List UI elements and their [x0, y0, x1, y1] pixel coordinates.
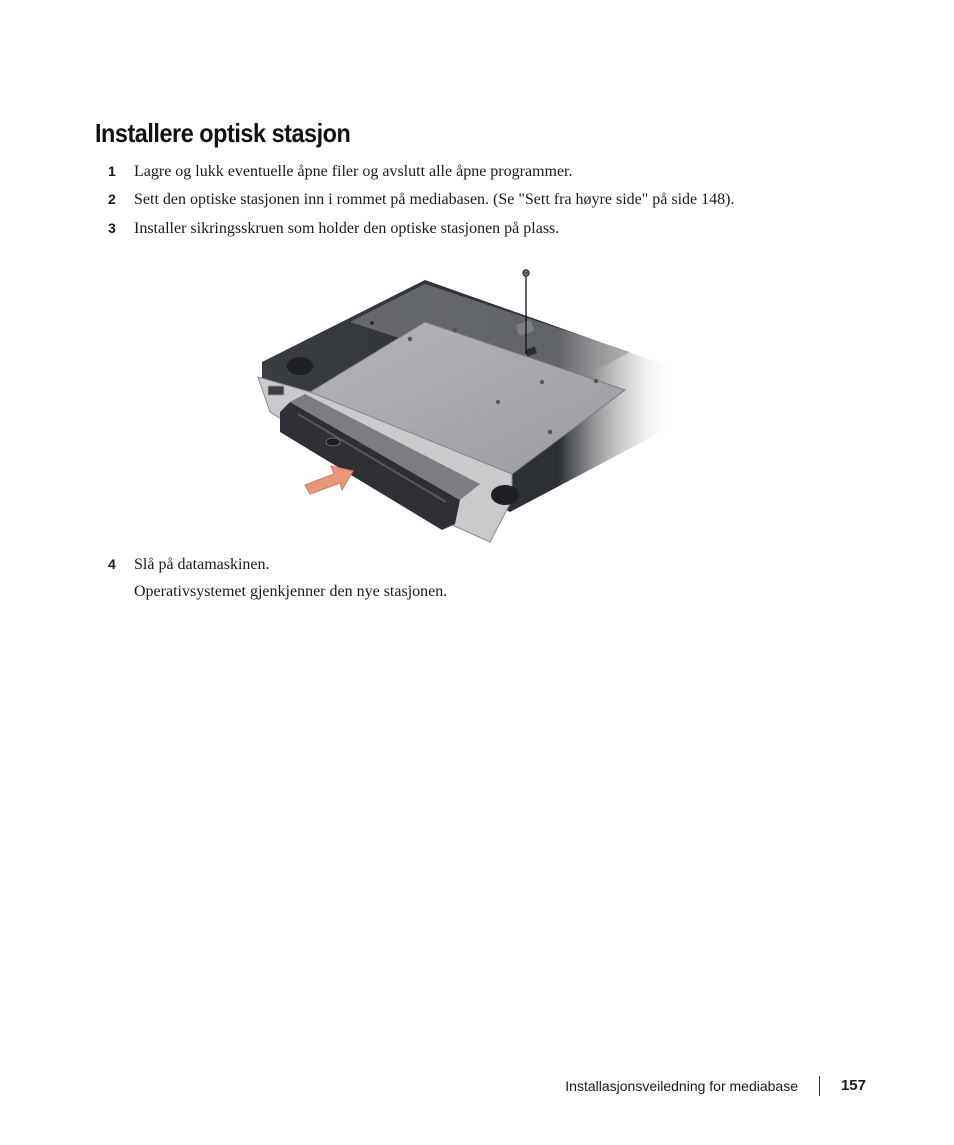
- page-title: Installere optisk stasjon: [95, 118, 351, 148]
- step-text: Sett den optiske stasjonen inn i rommet på mediabasen. (Se "Sett fra høyre side" på side 148).: [134, 191, 735, 208]
- page-number: 157: [840, 1077, 866, 1094]
- media-base-illustration: [250, 262, 700, 557]
- footer-separator: [819, 1076, 820, 1096]
- footer-doc-title: Installasjonsveiledning for mediabase: [565, 1078, 798, 1094]
- step-text: Slå på datamaskinen.: [134, 556, 270, 573]
- step-4: [108, 554, 270, 575]
- step-text: Lagre og lukk eventuelle åpne filer og avslutt alle åpne programmer.: [134, 163, 573, 180]
- page-footer: [0, 1076, 866, 1098]
- step-number: 4: [108, 556, 116, 572]
- step-number: 3: [108, 220, 116, 236]
- step-1: [108, 161, 573, 182]
- step-3: [108, 218, 559, 239]
- step-2: [108, 189, 734, 210]
- step-number: 1: [108, 163, 116, 179]
- step-4-note: Operativsystemet gjenkjenner den nye stasjonen.: [134, 583, 448, 600]
- step-number: 2: [108, 191, 116, 207]
- insert-arrow-icon: [305, 466, 353, 494]
- step-text: Installer sikringsskruen som holder den optiske stasjonen på plass.: [134, 220, 560, 237]
